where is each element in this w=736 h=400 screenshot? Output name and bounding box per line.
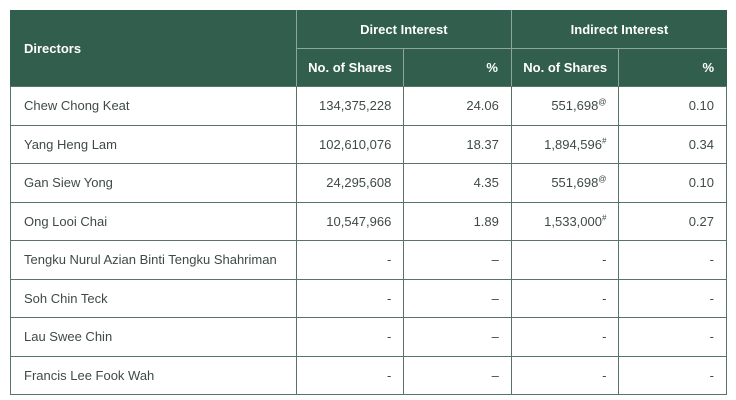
shares-number: 102,610,076: [319, 136, 392, 152]
indirect-shares-value: [512, 357, 620, 396]
direct-percent-value: 4.35: [404, 164, 512, 203]
shares-number: 1,533,000: [544, 213, 602, 229]
direct-shares-value: [297, 318, 405, 357]
table-body: [10, 86, 727, 395]
column-header-indirect-percent: %: [619, 49, 727, 86]
direct-percent-value: –: [404, 280, 512, 319]
director-name: Francis Lee Fook Wah: [10, 357, 297, 396]
table-row: [10, 164, 727, 203]
table-row: [10, 241, 727, 280]
shares-number: 10,547,966: [326, 213, 392, 229]
shares-number: 551,698: [551, 175, 599, 191]
director-name: Ong Looi Chai: [10, 203, 297, 242]
director-name: Chew Chong Keat: [10, 86, 297, 126]
table-row: [10, 86, 727, 126]
table-row: [10, 318, 727, 357]
indirect-percent-value: -: [619, 241, 727, 280]
indirect-shares-value: [512, 280, 620, 319]
footnote-marker: @: [598, 174, 607, 184]
shares-number: -: [387, 290, 392, 306]
direct-percent-value: –: [404, 241, 512, 280]
shares-number: 24,295,608: [326, 175, 392, 191]
indirect-percent-value: 0.10: [619, 164, 727, 203]
indirect-percent-value: 0.34: [619, 126, 727, 165]
shares-number: -: [602, 367, 607, 383]
directors-interest-table-container: [10, 10, 727, 395]
director-name: Gan Siew Yong: [10, 164, 297, 203]
shares-number: -: [387, 252, 392, 268]
indirect-shares-value: [512, 86, 620, 126]
direct-shares-value: [297, 241, 405, 280]
direct-shares-value: [297, 203, 405, 242]
column-header-directors: Directors: [10, 10, 297, 86]
indirect-percent-value: 0.10: [619, 86, 727, 126]
table-row: [10, 280, 727, 319]
direct-shares-value: [297, 164, 405, 203]
column-group-direct-interest: Direct Interest: [297, 10, 512, 49]
footnote-marker: @: [598, 97, 607, 107]
indirect-shares-value: [512, 203, 620, 242]
direct-percent-value: –: [404, 357, 512, 396]
column-group-indirect-interest: Indirect Interest: [512, 10, 727, 49]
table-row: [10, 357, 727, 396]
column-header-direct-shares: No. of Shares: [297, 49, 405, 86]
shares-number: 1,894,596: [544, 136, 602, 152]
indirect-percent-value: -: [619, 357, 727, 396]
header-group-row: [10, 10, 727, 49]
shares-number: -: [602, 329, 607, 345]
footnote-marker: #: [601, 213, 607, 223]
shares-number: -: [387, 367, 392, 383]
director-name: Soh Chin Teck: [10, 280, 297, 319]
direct-shares-value: [297, 86, 405, 126]
indirect-shares-value: [512, 241, 620, 280]
indirect-shares-value: [512, 164, 620, 203]
directors-interest-table: [10, 10, 727, 395]
direct-shares-value: [297, 357, 405, 396]
indirect-shares-value: [512, 318, 620, 357]
director-name: Yang Heng Lam: [10, 126, 297, 165]
column-header-indirect-shares: No. of Shares: [512, 49, 620, 86]
direct-percent-value: –: [404, 318, 512, 357]
shares-number: -: [602, 290, 607, 306]
shares-number: -: [602, 252, 607, 268]
shares-number: 551,698: [551, 98, 599, 114]
direct-percent-value: 1.89: [404, 203, 512, 242]
direct-shares-value: [297, 126, 405, 165]
shares-number: 134,375,228: [319, 98, 392, 114]
director-name: Tengku Nurul Azian Binti Tengku Shahriman: [10, 241, 297, 280]
indirect-shares-value: [512, 126, 620, 165]
table-row: [10, 126, 727, 165]
director-name: Lau Swee Chin: [10, 318, 297, 357]
shares-number: -: [387, 329, 392, 345]
table-header: [10, 10, 727, 86]
direct-shares-value: [297, 280, 405, 319]
direct-percent-value: 18.37: [404, 126, 512, 165]
footnote-marker: #: [601, 136, 607, 146]
indirect-percent-value: -: [619, 318, 727, 357]
indirect-percent-value: 0.27: [619, 203, 727, 242]
indirect-percent-value: -: [619, 280, 727, 319]
direct-percent-value: 24.06: [404, 86, 512, 126]
column-header-direct-percent: %: [404, 49, 512, 86]
table-row: [10, 203, 727, 242]
